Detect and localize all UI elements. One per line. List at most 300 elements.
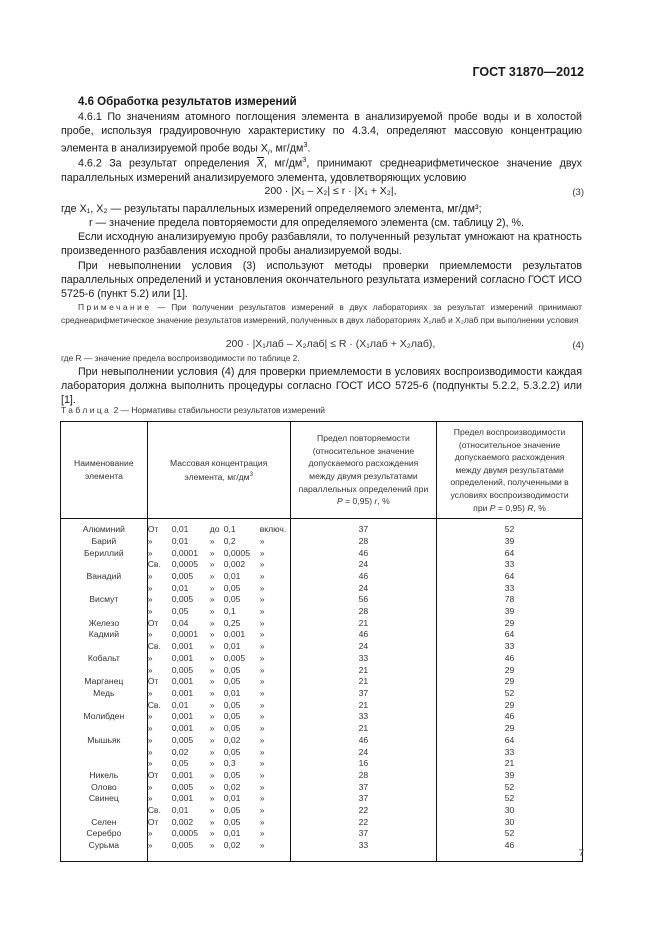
formula-3-number: (3): [572, 187, 584, 198]
cell-concentration: [147, 840, 290, 861]
cell-repeatability: 46: [290, 629, 436, 641]
table-row: [61, 840, 583, 861]
conc-from: 0,001: [171, 723, 194, 734]
conc-to: 0,02: [223, 781, 241, 792]
cell-repeatability: 33: [290, 653, 436, 665]
conc-to: 0,05: [223, 699, 241, 710]
conc-from: 0,05: [171, 606, 189, 617]
conc-to: 0,02: [223, 840, 241, 851]
table-row: [61, 782, 583, 794]
cell-element: Висмут: [61, 594, 148, 606]
cell-concentration: [147, 828, 290, 840]
cell-element: [61, 665, 148, 677]
cell-repeatability: 46: [290, 548, 436, 560]
conc-pre: »: [147, 606, 153, 617]
cell-concentration: [147, 606, 290, 618]
cell-reproducibility: 46: [437, 653, 583, 665]
cell-reproducibility: 52: [437, 519, 583, 536]
conc-from: 0,0001: [171, 547, 198, 558]
conc-pre: »: [147, 793, 153, 804]
conc-from: 0,001: [171, 688, 194, 698]
cell-repeatability: 28: [290, 536, 436, 548]
table-row: [61, 629, 583, 641]
cell-repeatability: 46: [290, 735, 436, 747]
table-row: [61, 594, 583, 606]
cell-concentration: [147, 700, 290, 712]
table-row: [61, 828, 583, 840]
table-row: [61, 559, 583, 571]
conc-pre: От: [147, 676, 159, 687]
cell-repeatability: 56: [290, 594, 436, 606]
conc-mid: »: [209, 734, 215, 745]
cell-element: [61, 758, 148, 770]
conc-to: 0,05: [223, 582, 241, 593]
cell-reproducibility: 33: [437, 747, 583, 759]
cell-repeatability: 21: [290, 665, 436, 677]
conc-post: »: [259, 594, 265, 605]
conc-to: 0,02: [223, 734, 241, 745]
conc-pre: Св.: [147, 699, 161, 710]
cell-element: Бериллий: [61, 548, 148, 560]
cell-concentration: [147, 536, 290, 548]
conc-to: 0,1: [223, 524, 236, 535]
cell-repeatability: 37: [290, 688, 436, 700]
conc-to: 0,25: [223, 617, 241, 628]
conc-mid: »: [209, 664, 215, 675]
cell-element: Серебро: [61, 828, 148, 840]
conc-from: 0,001: [171, 676, 194, 687]
conc-post: »: [259, 746, 265, 757]
cell-reproducibility: 39: [437, 770, 583, 782]
cell-concentration: [147, 618, 290, 630]
conc-to: 0,01: [223, 828, 241, 839]
conc-post: »: [259, 688, 265, 698]
conc-pre: От: [147, 769, 159, 780]
conc-post: »: [259, 828, 265, 839]
table-row: [61, 641, 583, 653]
formula-3: 200 · |X₁ – X₂| ≤ r · |X₁ + X₂|,: [264, 185, 397, 197]
cell-repeatability: 28: [290, 606, 436, 618]
table-row: [61, 676, 583, 688]
table-row: [61, 723, 583, 735]
cell-reproducibility: 21: [437, 758, 583, 770]
cell-reproducibility: 46: [437, 840, 583, 861]
cell-repeatability: 24: [290, 583, 436, 595]
conc-mid: »: [209, 547, 215, 558]
cell-element: [61, 559, 148, 571]
cell-concentration: [147, 571, 290, 583]
cell-repeatability: 21: [290, 676, 436, 688]
conc-post: »: [259, 699, 265, 710]
conc-to: 0,0005: [223, 547, 250, 558]
conc-from: 0,0001: [171, 629, 198, 640]
x-bar-symbol: $\overline{X}$: [256, 157, 265, 170]
cell-concentration: [147, 665, 290, 677]
conc-mid: »: [209, 781, 215, 792]
cell-element: Железо: [61, 618, 148, 630]
conc-pre: »: [147, 723, 153, 734]
cell-element: [61, 641, 148, 653]
table-row: [61, 770, 583, 782]
cell-element: Кадмий: [61, 629, 148, 641]
conc-to: 0,005: [223, 652, 246, 663]
conc-to: 0,05: [223, 594, 241, 605]
conc-pre: »: [147, 664, 153, 675]
conc-post: »: [259, 816, 265, 827]
conc-to: 0,01: [223, 688, 241, 698]
cell-repeatability: 22: [290, 817, 436, 829]
cell-reproducibility: 33: [437, 559, 583, 571]
conc-to: 0,3: [223, 758, 236, 769]
cell-element: Селен: [61, 817, 148, 829]
cell-element: [61, 606, 148, 618]
conc-to: 0,05: [223, 805, 241, 816]
p461-end: .: [307, 142, 311, 155]
conc-post: »: [259, 758, 265, 769]
cell-reproducibility: 33: [437, 583, 583, 595]
conc-mid: »: [209, 816, 215, 827]
p462-c: , принимают среднеарифметическое значение двух параллельных измерений анализируемого элемента, удовлетворяющих условию: [61, 157, 582, 184]
conc-mid: »: [209, 699, 215, 710]
conc-pre: »: [147, 582, 153, 593]
conc-pre: Св.: [147, 559, 161, 570]
conc-pre: »: [147, 629, 153, 640]
conc-pre: »: [147, 711, 153, 722]
conc-from: 0,05: [171, 758, 189, 769]
conc-post: »: [259, 570, 265, 581]
table-row: [61, 606, 583, 618]
conc-to: 0,001: [223, 629, 246, 640]
cell-concentration: [147, 594, 290, 606]
cell-reproducibility: 52: [437, 782, 583, 794]
cell-element: [61, 583, 148, 595]
cell-repeatability: 46: [290, 571, 436, 583]
p461-sub: i: [267, 147, 270, 157]
conc-from: 0,002: [171, 816, 194, 827]
cell-concentration: [147, 758, 290, 770]
table-row: [61, 519, 583, 536]
conc-mid: »: [209, 559, 215, 570]
cell-reproducibility: 64: [437, 735, 583, 747]
conc-to: 0,05: [223, 746, 241, 757]
conc-from: 0,01: [171, 524, 189, 535]
cell-reproducibility: 46: [437, 711, 583, 723]
cell-concentration: [147, 805, 290, 817]
conc-to: 0,05: [223, 676, 241, 687]
table-caption: [61, 404, 325, 417]
formula-4: 200 · |X₁лаб – X₂лаб| ≤ R · (X₁лаб + X₂лаб),: [225, 338, 436, 350]
conc-pre: »: [147, 840, 153, 851]
cell-element: Марганец: [61, 676, 148, 688]
conc-post: »: [259, 606, 265, 617]
conc-from: 0,001: [171, 641, 194, 652]
table-row: [61, 817, 583, 829]
cell-reproducibility: 64: [437, 548, 583, 560]
cell-repeatability: 24: [290, 747, 436, 759]
cell-element: Мышьяк: [61, 735, 148, 747]
table-row: [61, 747, 583, 759]
conc-to: 0,002: [223, 559, 246, 570]
cell-repeatability: 37: [290, 828, 436, 840]
conc-post: »: [259, 559, 265, 570]
table-row: [61, 688, 583, 700]
cell-reproducibility: 52: [437, 688, 583, 700]
conc-pre: »: [147, 570, 153, 581]
table-caption-text: 2 — Нормативы стабильности результатов измерений: [111, 405, 325, 415]
table-row: [61, 793, 583, 805]
cell-element: Кобальт: [61, 653, 148, 665]
conc-post: »: [259, 617, 265, 628]
conc-mid: »: [209, 793, 215, 804]
table-row: [61, 583, 583, 595]
conc-from: 0,005: [171, 781, 194, 792]
conc-from: 0,01: [171, 805, 189, 816]
table-row: [61, 735, 583, 747]
cell-element: Сурьма: [61, 840, 148, 861]
conc-mid: »: [209, 676, 215, 687]
conc-pre: »: [147, 758, 153, 769]
cell-concentration: [147, 629, 290, 641]
conc-mid: »: [209, 746, 215, 757]
conc-mid: »: [209, 582, 215, 593]
conc-from: 0,005: [171, 570, 194, 581]
conc-mid: »: [209, 758, 215, 769]
table-row: [61, 536, 583, 548]
conc-pre: Св.: [147, 641, 161, 652]
cell-reproducibility: 78: [437, 594, 583, 606]
conc-post: »: [259, 641, 265, 652]
table-caption-label: Таблица: [61, 405, 112, 415]
paragraph-dilution: Если исходную анализируемую пробу разбавляли, то полученный результат умножают на кратность произведенного разбавления исходной пробы анализируемой воды.: [61, 231, 582, 257]
conc-pre: От: [147, 524, 159, 535]
conc-pre: От: [147, 816, 159, 827]
cell-repeatability: 22: [290, 805, 436, 817]
cell-reproducibility: 30: [437, 805, 583, 817]
cell-reproducibility: 52: [437, 793, 583, 805]
cell-reproducibility: 52: [437, 828, 583, 840]
conc-from: 0,0005: [171, 828, 198, 839]
cell-concentration: [147, 793, 290, 805]
conc-mid: до: [209, 524, 220, 535]
conc-from: 0,02: [171, 746, 189, 757]
cell-reproducibility: 29: [437, 700, 583, 712]
cell-concentration: [147, 770, 290, 782]
cell-concentration: [147, 747, 290, 759]
cell-repeatability: 37: [290, 519, 436, 536]
conc-post: »: [259, 629, 265, 640]
table-row: [61, 653, 583, 665]
conc-to: 0,01: [223, 570, 241, 581]
cell-repeatability: 21: [290, 700, 436, 712]
stability-norms-table: [60, 421, 583, 862]
paragraph-4-6-2: 4.6.2 За результат определения $\overline{X}$, $мг/дм^3$, принимают среднеарифметическое значение двух параллельных измерений анализируемого элемента, удовлетворяющих условию: [61, 155, 582, 184]
cell-element: Никель: [61, 770, 148, 782]
cell-concentration: [147, 676, 290, 688]
cell-element: [61, 805, 148, 817]
conc-from: 0,005: [171, 734, 194, 745]
cell-repeatability: 24: [290, 641, 436, 653]
where-x1-x2: где X₁, X₂ — результаты параллельных измерений определяемого элемента, мг/дм³;: [61, 203, 482, 215]
conc-pre: »: [147, 734, 153, 745]
conc-post: »: [259, 781, 265, 792]
conc-pre: »: [147, 828, 153, 839]
page-number: 7: [578, 848, 584, 859]
conc-to: 0,05: [223, 711, 241, 722]
conc-from: 0,01: [171, 699, 189, 710]
cell-reproducibility: 64: [437, 629, 583, 641]
cell-repeatability: 37: [290, 782, 436, 794]
conc-pre: Св.: [147, 805, 161, 816]
conc-from: 0,001: [171, 793, 194, 804]
cell-concentration: [147, 583, 290, 595]
conc-post: »: [259, 769, 265, 780]
header-reproducibility: Предел воспроизводимости (относительное значение допускаемого расхождения между двумя результатами определений, полученными в условиях воспроизводимости при P = 0,95) R, %: [437, 422, 583, 519]
conc-post: »: [259, 652, 265, 663]
cell-repeatability: 21: [290, 723, 436, 735]
conc-mid: »: [209, 652, 215, 663]
cell-reproducibility: 33: [437, 641, 583, 653]
conc-post: »: [259, 664, 265, 675]
conc-pre: »: [147, 652, 153, 663]
section-heading: 4.6 Обработка результатов измерений: [78, 96, 297, 108]
cell-repeatability: 33: [290, 840, 436, 861]
p461-tail: , мг/дм: [269, 142, 304, 155]
conc-mid: »: [209, 606, 215, 617]
cell-concentration: [147, 559, 290, 571]
cell-element: Ванадий: [61, 571, 148, 583]
conc-post: »: [259, 734, 265, 745]
cell-reproducibility: 39: [437, 536, 583, 548]
cell-concentration: [147, 723, 290, 735]
conc-mid: »: [209, 840, 215, 851]
conc-mid: »: [209, 688, 215, 698]
conc-post: »: [259, 547, 265, 558]
table-row: [61, 711, 583, 723]
table-row: [61, 665, 583, 677]
conc-to: 0,05: [223, 816, 241, 827]
cell-concentration: [147, 688, 290, 700]
conc-from: 0,001: [171, 711, 194, 722]
conc-post: »: [259, 793, 265, 804]
conc-pre: »: [147, 594, 153, 605]
conc-from: 0,005: [171, 664, 194, 675]
cell-repeatability: 33: [290, 711, 436, 723]
cell-element: Молибден: [61, 711, 148, 723]
cell-concentration: [147, 641, 290, 653]
conc-post: »: [259, 676, 265, 687]
conc-pre: От: [147, 617, 159, 628]
header-element: Наименование элемента: [61, 422, 148, 519]
conc-from: 0,005: [171, 840, 194, 851]
conc-pre: »: [147, 547, 153, 558]
cell-element: [61, 723, 148, 735]
p462-a: 4.6.2 За результат определения: [78, 157, 257, 170]
cell-reproducibility: 29: [437, 723, 583, 735]
conc-post: »: [259, 840, 265, 851]
cell-reproducibility: 29: [437, 676, 583, 688]
conc-to: 0,1: [223, 606, 236, 617]
conc-from: 0,005: [171, 594, 194, 605]
conc-pre: »: [147, 535, 153, 546]
cell-repeatability: 21: [290, 618, 436, 630]
where-r: r — значение предела повторяемости для определяемого элемента (см. таблицу 2), %.: [89, 217, 524, 229]
cell-reproducibility: 39: [437, 606, 583, 618]
conc-to: 0,01: [223, 793, 241, 804]
table-header-row: [61, 422, 583, 519]
cell-element: Свинец: [61, 793, 148, 805]
paragraph-4-6-1: 4.6.1 По значениям атомного поглощения элемента в анализируемой пробе воды и в холостой пробе, используя градуировочную характеристику по 4.3.4, определяют массовую концентрацию элемента в анализируемой пробе воды $X_i$, $мг/дм^3$.: [61, 111, 582, 157]
header-concentration: Массовая концентрация элемента, $мг/дм^3$: [147, 422, 290, 519]
cell-concentration: [147, 817, 290, 829]
table-row: [61, 548, 583, 560]
cell-repeatability: 37: [290, 793, 436, 805]
p462-b: , мг/дм: [264, 157, 303, 170]
cell-element: [61, 700, 148, 712]
cell-reproducibility: 29: [437, 665, 583, 677]
cell-element: Алюминий: [61, 519, 148, 536]
cell-element: Медь: [61, 688, 148, 700]
cell-reproducibility: 29: [437, 618, 583, 630]
cell-repeatability: 24: [290, 559, 436, 571]
conc-pre: »: [147, 746, 153, 757]
note-text: — При получении результатов измерений в двух лабораториях за результат измерений принимают среднеарифметическое значение результатов измерений, полученных в двух лабораториях X₁лаб и X₂лаб при выполнении условия: [61, 302, 582, 325]
table-row: [61, 571, 583, 583]
cell-concentration: [147, 735, 290, 747]
table-row: [61, 700, 583, 712]
conc-post: »: [259, 535, 265, 546]
conc-from: 0,01: [171, 582, 189, 593]
cell-concentration: [147, 653, 290, 665]
conc-mid: »: [209, 629, 215, 640]
conc-from: 0,01: [171, 535, 189, 546]
paragraph-condition-3-fail: При невыполнении условия (3) используют методы проверки приемлемости результатов параллельных определений и установления окончательного результата измерений согласно ГОСТ ИСО 5725-6 (пункт 5.2) или [1].: [61, 260, 582, 300]
conc-post: »: [259, 723, 265, 734]
conc-mid: »: [209, 617, 215, 628]
conc-to: 0,2: [223, 535, 236, 546]
conc-pre: »: [147, 688, 153, 698]
conc-to: 0,05: [223, 723, 241, 734]
conc-from: 0,0005: [171, 559, 198, 570]
cell-element: Олово: [61, 782, 148, 794]
conc-to: 0,05: [223, 769, 241, 780]
cell-reproducibility: 64: [437, 571, 583, 583]
cell-concentration: [147, 782, 290, 794]
table-row: [61, 805, 583, 817]
conc-mid: »: [209, 570, 215, 581]
cell-element: [61, 747, 148, 759]
conc-mid: »: [209, 723, 215, 734]
cell-concentration: [147, 519, 290, 536]
conc-from: 0,001: [171, 652, 194, 663]
conc-mid: »: [209, 711, 215, 722]
cell-repeatability: 28: [290, 770, 436, 782]
p461-text: 4.6.1 По значениям атомного поглощения элемента в анализируемой пробе воды и в холостой пробе, используя градуировочную характеристику по 4.3.4, определяют массовую концентрацию элемента в анализируемой пробе воды X: [61, 111, 582, 155]
cell-repeatability: 16: [290, 758, 436, 770]
note-label: Примечание: [78, 302, 152, 312]
conc-to: 0,01: [223, 641, 241, 652]
paragraph-condition-4-fail: При невыполнении условия (4) для проверки приемлемости в условиях воспроизводимости каждая лаборатория должна выполнить процедуры согласно ГОСТ ИСО 5725-6 (подпункты 5.2.2, 5.3.2.2) или [1].: [61, 366, 582, 406]
conc-post: включ.: [259, 524, 287, 535]
conc-from: 0,001: [171, 769, 194, 780]
cell-element: Барий: [61, 536, 148, 548]
conc-post: »: [259, 805, 265, 816]
conc-mid: »: [209, 641, 215, 652]
conc-mid: »: [209, 769, 215, 780]
cell-concentration: [147, 548, 290, 560]
conc-to: 0,05: [223, 664, 241, 675]
header-repeatability: Предел повторяемости (относительное значение допускаемого расхождения между двумя результатами параллельных определений при P = 0,95) r, %: [290, 422, 436, 519]
table-row: [61, 758, 583, 770]
